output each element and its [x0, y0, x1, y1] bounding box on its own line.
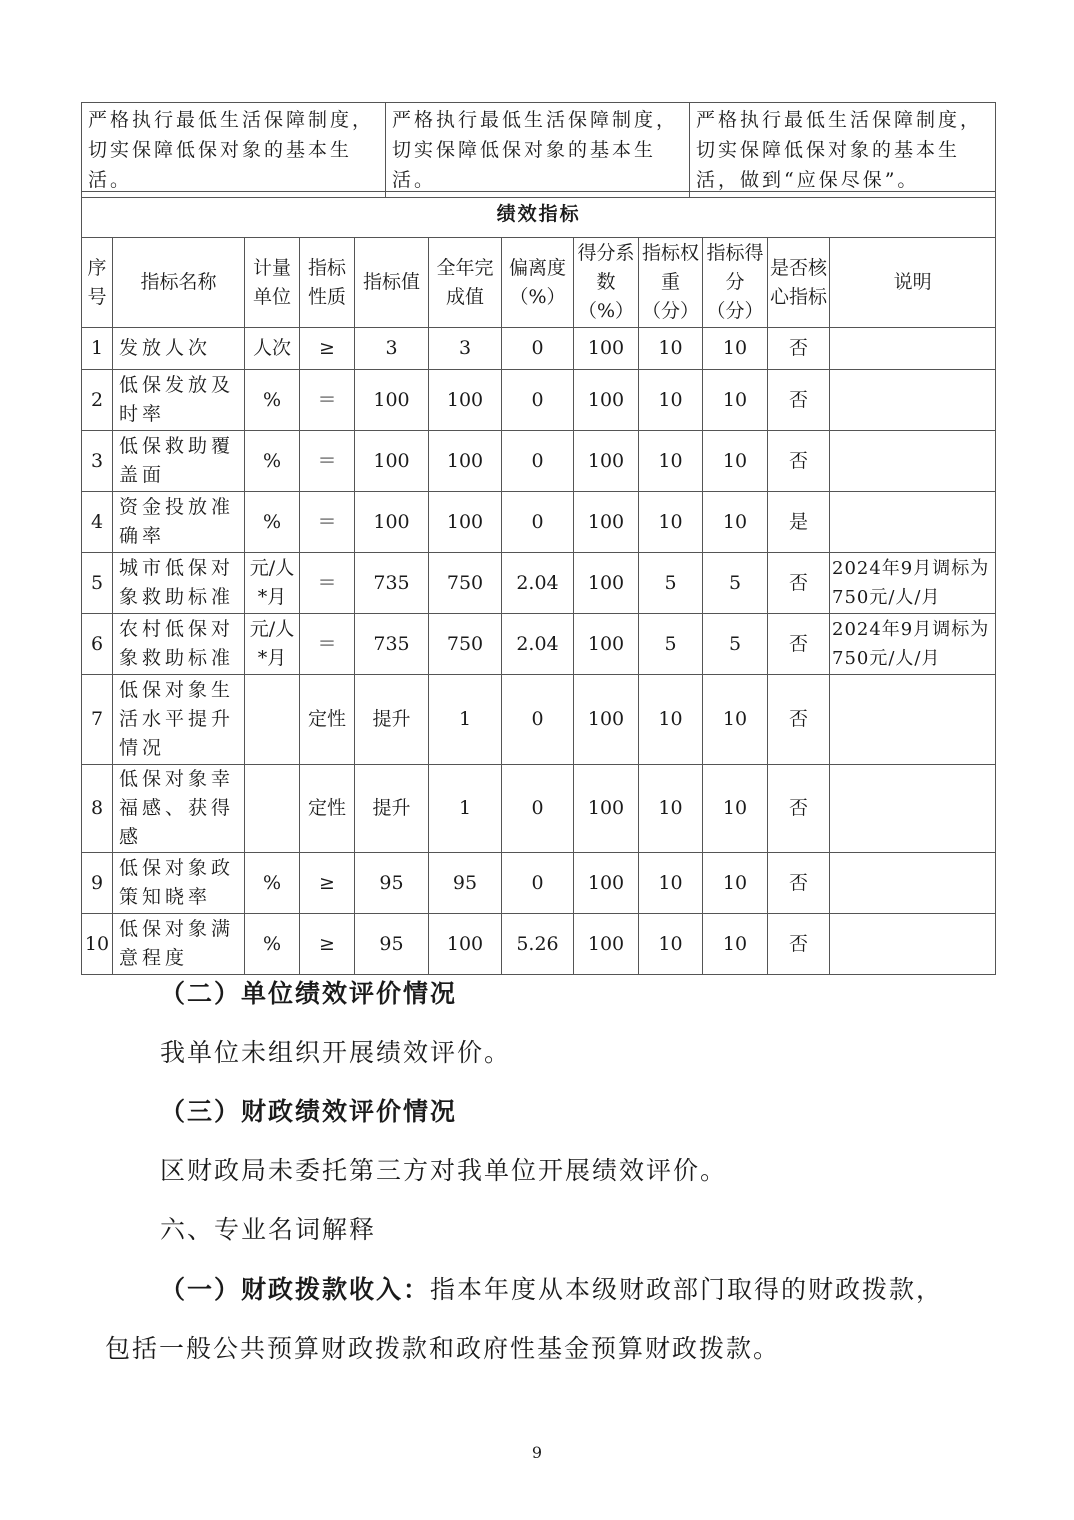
cell-value: 100: [355, 370, 429, 431]
cell-no: 2: [82, 370, 113, 431]
cell-score: 10: [703, 431, 768, 492]
cell-no: 8: [82, 765, 113, 853]
section-heading-finance-evaluation: （三）财政绩效评价情况: [160, 1097, 458, 1126]
cell-actual: 750: [429, 553, 502, 614]
cell-name: 低保对象生活水平提升情况: [113, 675, 245, 765]
header-score: 指标得分（分）: [703, 238, 768, 328]
cell-coef: 100: [574, 492, 639, 553]
cell-score: 10: [703, 492, 768, 553]
cell-weight: 10: [639, 431, 703, 492]
table-row: [82, 492, 996, 553]
cell-actual: 750: [429, 614, 502, 675]
cell-name: 低保对象幸福感、获得感: [113, 765, 245, 853]
header-weight: 指标权重（分）: [639, 238, 703, 328]
cell-unit: %: [245, 914, 300, 975]
cell-unit: 元/人*月: [245, 553, 300, 614]
cell-nature: ＝: [300, 614, 355, 675]
table-row: [82, 853, 996, 914]
cell-nature: 定性: [300, 675, 355, 765]
cell-no: 5: [82, 553, 113, 614]
cell-note: 2024年9月调标为750元/人/月: [830, 553, 996, 614]
cell-score: 5: [703, 614, 768, 675]
cell-core: 否: [768, 328, 830, 370]
table-row: [82, 614, 996, 675]
cell-core: 否: [768, 431, 830, 492]
cell-name: 低保发放及时率: [113, 370, 245, 431]
cell-coef: 100: [574, 328, 639, 370]
term-text: 指本年度从本级财政部门取得的财政拨款，: [430, 1275, 944, 1304]
cell-no: 4: [82, 492, 113, 553]
cell-deviation: 0: [502, 765, 574, 853]
term-definition-continuation: 包括一般公共预算财政拨款和政府性基金预算财政拨款。: [105, 1334, 781, 1363]
cell-actual: 3: [429, 328, 502, 370]
section-heading-terms: 六、专业名词解释: [160, 1215, 377, 1244]
table-row: [82, 765, 996, 853]
cell-name: 资金投放准确率: [113, 492, 245, 553]
performance-indicator-table: [81, 191, 996, 975]
cell-deviation: 0: [502, 431, 574, 492]
cell-weight: 5: [639, 614, 703, 675]
cell-coef: 100: [574, 431, 639, 492]
header-name: 指标名称: [113, 238, 245, 328]
cell-deviation: 2.04: [502, 614, 574, 675]
cell-coef: 100: [574, 914, 639, 975]
cell-nature: ＝: [300, 553, 355, 614]
cell-note: [830, 675, 996, 765]
cell-score: 10: [703, 914, 768, 975]
cell-deviation: 5.26: [502, 914, 574, 975]
cell-name: 发放人次: [113, 328, 245, 370]
cell-core: 否: [768, 914, 830, 975]
cell-no: 7: [82, 675, 113, 765]
section-heading-unit-evaluation: （二）单位绩效评价情况: [160, 979, 458, 1008]
cell-name: 农村低保对象救助标准: [113, 614, 245, 675]
cell-unit: %: [245, 492, 300, 553]
cell-name: 城市低保对象救助标准: [113, 553, 245, 614]
cell-core: 否: [768, 853, 830, 914]
header-nature: 指标性质: [300, 238, 355, 328]
cell-unit: [245, 675, 300, 765]
cell-deviation: 0: [502, 492, 574, 553]
goal-cell-1: 严格执行最低生活保障制度，切实保障低保对象的基本生活。: [82, 103, 386, 198]
cell-core: 是: [768, 492, 830, 553]
cell-unit: %: [245, 853, 300, 914]
paragraph-finance-evaluation: 区财政局未委托第三方对我单位开展绩效评价。: [160, 1156, 728, 1185]
cell-name: 低保对象政策知晓率: [113, 853, 245, 914]
header-value: 指标值: [355, 238, 429, 328]
header-core: 是否核心指标: [768, 238, 830, 328]
cell-name: 低保对象满意程度: [113, 914, 245, 975]
cell-actual: 100: [429, 370, 502, 431]
cell-score: 10: [703, 328, 768, 370]
cell-deviation: 0: [502, 370, 574, 431]
cell-unit: [245, 765, 300, 853]
goal-cell-2: 严格执行最低生活保障制度，切实保障低保对象的基本生活。: [386, 103, 690, 198]
header-unit: 计量单位: [245, 238, 300, 328]
cell-value: 95: [355, 914, 429, 975]
header-actual: 全年完成值: [429, 238, 502, 328]
cell-note: [830, 431, 996, 492]
cell-name: 低保救助覆盖面: [113, 431, 245, 492]
cell-score: 10: [703, 370, 768, 431]
cell-note: [830, 853, 996, 914]
cell-coef: 100: [574, 370, 639, 431]
cell-deviation: 0: [502, 853, 574, 914]
paragraph-unit-evaluation: 我单位未组织开展绩效评价。: [160, 1038, 512, 1067]
cell-core: 否: [768, 675, 830, 765]
cell-coef: 100: [574, 553, 639, 614]
cell-actual: 95: [429, 853, 502, 914]
cell-no: 10: [82, 914, 113, 975]
table-title: 绩效指标: [82, 192, 996, 238]
cell-value: 100: [355, 492, 429, 553]
page-number: 9: [531, 1443, 543, 1462]
cell-note: 2024年9月调标为750元/人/月: [830, 614, 996, 675]
cell-note: [830, 328, 996, 370]
cell-weight: 5: [639, 553, 703, 614]
cell-deviation: 0: [502, 328, 574, 370]
table-row: [82, 553, 996, 614]
cell-nature: ≥: [300, 853, 355, 914]
cell-note: [830, 370, 996, 431]
cell-value: 提升: [355, 675, 429, 765]
cell-unit: %: [245, 370, 300, 431]
cell-weight: 10: [639, 675, 703, 765]
cell-coef: 100: [574, 614, 639, 675]
cell-value: 100: [355, 431, 429, 492]
cell-coef: 100: [574, 853, 639, 914]
table-row: [82, 431, 996, 492]
cell-nature: ≥: [300, 328, 355, 370]
cell-unit: 人次: [245, 328, 300, 370]
table-row: [82, 370, 996, 431]
table-row: [82, 675, 996, 765]
cell-no: 3: [82, 431, 113, 492]
table-header-row: [82, 238, 996, 328]
cell-actual: 1: [429, 675, 502, 765]
header-deviation: 偏离度（%）: [502, 238, 574, 328]
cell-unit: 元/人*月: [245, 614, 300, 675]
cell-actual: 100: [429, 431, 502, 492]
cell-score: 10: [703, 853, 768, 914]
cell-actual: 1: [429, 765, 502, 853]
cell-core: 否: [768, 765, 830, 853]
cell-note: [830, 914, 996, 975]
term-definition-first-line: [160, 1272, 995, 1308]
cell-actual: 100: [429, 914, 502, 975]
cell-score: 5: [703, 553, 768, 614]
table-row: [82, 328, 996, 370]
cell-note: [830, 492, 996, 553]
term-label: （一）财政拨款收入：: [160, 1275, 431, 1304]
cell-weight: 10: [639, 370, 703, 431]
cell-no: 9: [82, 853, 113, 914]
cell-value: 735: [355, 614, 429, 675]
cell-weight: 10: [639, 853, 703, 914]
cell-nature: 定性: [300, 765, 355, 853]
cell-weight: 10: [639, 328, 703, 370]
cell-value: 提升: [355, 765, 429, 853]
cell-actual: 100: [429, 492, 502, 553]
header-note: 说明: [830, 238, 996, 328]
cell-core: 否: [768, 614, 830, 675]
cell-coef: 100: [574, 675, 639, 765]
cell-value: 95: [355, 853, 429, 914]
cell-deviation: 2.04: [502, 553, 574, 614]
cell-nature: ＝: [300, 370, 355, 431]
cell-no: 6: [82, 614, 113, 675]
cell-note: [830, 765, 996, 853]
cell-score: 10: [703, 675, 768, 765]
header-coef: 得分系数（%）: [574, 238, 639, 328]
goal-row: [82, 103, 996, 198]
cell-nature: ＝: [300, 492, 355, 553]
cell-weight: 10: [639, 914, 703, 975]
cell-unit: %: [245, 431, 300, 492]
cell-weight: 10: [639, 765, 703, 853]
cell-score: 10: [703, 765, 768, 853]
cell-deviation: 0: [502, 675, 574, 765]
table-row: [82, 914, 996, 975]
cell-nature: ＝: [300, 431, 355, 492]
goal-cell-3: 严格执行最低生活保障制度，切实保障低保对象的基本生活，做到“应保尽保”。: [690, 103, 996, 198]
cell-value: 735: [355, 553, 429, 614]
cell-nature: ≥: [300, 914, 355, 975]
cell-core: 否: [768, 370, 830, 431]
goal-table: [81, 102, 996, 198]
cell-no: 1: [82, 328, 113, 370]
cell-core: 否: [768, 553, 830, 614]
cell-coef: 100: [574, 765, 639, 853]
cell-weight: 10: [639, 492, 703, 553]
cell-value: 3: [355, 328, 429, 370]
header-no: 序号: [82, 238, 113, 328]
